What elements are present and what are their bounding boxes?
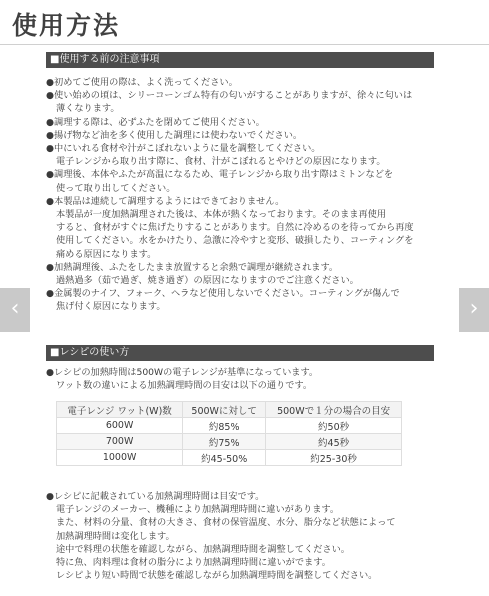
page-title: 使用方法 xyxy=(12,11,121,40)
table-cell: 約50秒 xyxy=(266,418,402,434)
precaution-line: ●中にいれる食材や汁がこぼれないように量を調整してください。 xyxy=(46,143,321,155)
recipe-usage-heading xyxy=(46,345,434,361)
precaution-line: 過熱過多（茹で過ぎ、焼き過ぎ）の原因になりますのでご注意ください。 xyxy=(56,275,359,287)
table-cell: 700W xyxy=(57,434,183,450)
precaution-line: ●初めてご使用の際は、よく洗ってください。 xyxy=(46,77,238,88)
precaution-line: ●本製品は連続して調理するようにはできておりません。 xyxy=(46,195,285,207)
note-line: ●レシピに記載されている加熱調理時間は目安です。 xyxy=(46,491,265,502)
chevron-left-icon: ‹ xyxy=(10,296,20,321)
precautions-heading xyxy=(46,52,434,68)
intro-line: ワット数の違いによる加熱調理時間の目安は以下の通りです。 xyxy=(56,380,313,392)
precaution-line: 電子レンジから取り出す際に、食材、汁がこぼれるとやけどの原因になります。 xyxy=(56,156,386,168)
precaution-line: 焦げ付く原因になります。 xyxy=(56,301,166,313)
precaution-line: 痛める原因になります。 xyxy=(56,248,157,260)
column-header: 500Wに対して xyxy=(183,402,266,418)
precaution-line: ●使い始めの頃は、シリーコーンゴム特有の匂いがすることがありますが、徐々に匂いは xyxy=(46,90,413,102)
table-row xyxy=(57,450,402,466)
precaution-line: ●揚げ物など油を多く使用した調理には使わないでください。 xyxy=(46,129,303,141)
table-row xyxy=(57,418,402,434)
intro-line: ●レシピの加熱時間は500Wの電子レンジが基準になっています。 xyxy=(46,367,319,378)
table-cell: 約25-30秒 xyxy=(266,450,402,466)
recipe-notes xyxy=(46,490,438,582)
precaution-line: 使って取り出してください。 xyxy=(56,182,176,194)
title-divider xyxy=(0,44,489,45)
table-cell: 約45秒 xyxy=(266,434,402,450)
recipe-intro xyxy=(46,366,438,392)
table-row xyxy=(57,434,402,450)
table-cell: 600W xyxy=(57,418,183,434)
column-header: 500Wで１分の場合の目安 xyxy=(266,402,402,418)
precaution-line: ●加熱調理後、ふたをしたまま放置すると余熱で調理が継続されます。 xyxy=(46,261,339,273)
precaution-line: 本製品が一度加熱調理された後は、本体が熱くなっております。そのまま再使用 xyxy=(56,209,387,221)
recipe-usage-heading-text: ■レシピの使い方 xyxy=(50,347,130,358)
precaution-line: 薄くなります。 xyxy=(56,103,120,115)
precaution-line: ●調理後、本体やふたが高温になるため、電子レンジから取り出す際はミトンなどを xyxy=(46,169,394,181)
precaution-line: ●金属製のナイフ、フォーク、ヘラなど使用しないでください。コーティングが傷んで xyxy=(46,288,400,300)
chevron-right-icon: › xyxy=(469,296,479,321)
note-line: 加熱調理時間は変化します。 xyxy=(56,530,175,542)
table-header-row xyxy=(57,402,402,418)
wattage-table xyxy=(56,401,402,466)
note-line: 電子レンジのメーカー、機種により加熱調理時間に違いがあります。 xyxy=(56,504,340,516)
table-cell: 1000W xyxy=(57,450,183,466)
note-line: 特に魚、肉料理は食材の脂分により加熱調理時間に違いがでます。 xyxy=(56,557,331,569)
prev-arrow-button[interactable] xyxy=(0,288,30,332)
precaution-line: すると、食材がすぐに焦げたりすることがあります。自然に冷めるのを待ってから再度 xyxy=(56,222,414,234)
precaution-line: ●調理する際は、必ずふたを閉めてご使用ください。 xyxy=(46,116,265,128)
column-header: 電子レンジ ワット(W)数 xyxy=(57,402,183,418)
table-cell: 約85% xyxy=(183,418,266,434)
note-line: レシピより短い時間で状態を確認しながら加熱調理時間を調整してください。 xyxy=(56,570,378,582)
precaution-line: 使用してください。水をかけたり、急激に冷やすと変形、破損したり、コーティングを xyxy=(56,235,414,247)
next-arrow-button[interactable] xyxy=(459,288,489,332)
note-line: また、材料の分量、食材の大きさ、食材の保管温度、水分、脂分など状態によって xyxy=(56,517,396,529)
note-line: 途中で料理の状態を確認しながら、加熱調理時間を調整してください。 xyxy=(56,543,350,555)
precautions-heading-text: ■使用する前の注意事項 xyxy=(50,54,160,65)
table-cell: 約75% xyxy=(183,434,266,450)
precautions-list xyxy=(46,76,438,314)
table-cell: 約45-50% xyxy=(183,450,266,466)
